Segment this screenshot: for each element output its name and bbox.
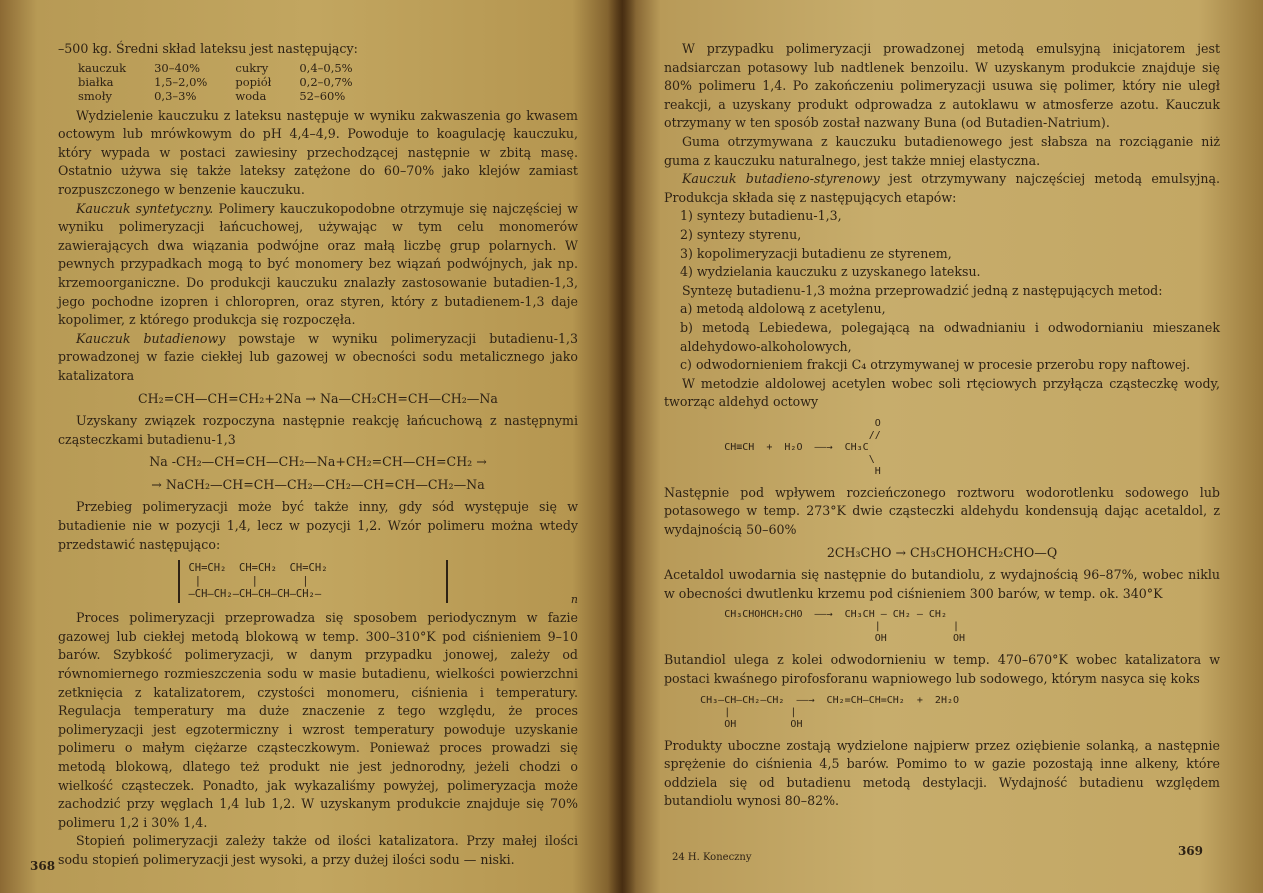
paragraph: Kauczuk syntetyczny. Polimery kauczukopodobne otrzymuje się najczęściej w wyniku polimeryzacji łańcuchowej, używając w tym celu monomerów zawierających dwa wiązania podwójne oraz małą liczbę grup polarnych. W pewnych przypadkach mogą to być monomery bez wiązań podwójnych, jak np. krzemoorganiczne. Do produkcji kauczuku znalazły zastosowanie butadien-1,3, jego pochodne izopren i chloropren, oraz styren, który z butadienem-1,3 daje kopolimer, z którego produkcja się rozpoczęła. <box>58 200 578 328</box>
list-item: 2) syntezy styrenu, <box>680 226 802 242</box>
printer-signature: 24 H. Koneczny <box>672 852 752 863</box>
paragraph: W przypadku polimeryzacji prowadzonej metodą emulsyjną inicjatorem jest nadsiarczan potasowy lub nadtlenek benzoilu. W uzyskanym produkcie znajduje się 80% polimeru 1,4. Po zakończeniu polimeryzacji usuwa się polimer, który nie uległ reakcji, a uzyskany produkt odprowadza z autoklawu w atmosferze azotu. Kauczuk otrzymany w ten sposób został nazwany Buna (od Butadien-Natrium). <box>664 41 1220 131</box>
polymer-formula <box>58 554 578 609</box>
left-text-column <box>58 40 578 870</box>
paragraph: Wydzielenie kauczuku z lateksu następuje w wyniku zakwaszenia go kwasem octowym lub mrówkowym do pH 4,4–4,9. Powoduje to koagulację kauczuku, który wypada w postaci zawiesiny przechodzącej następnie w zbitą masę. Ostatnio używa się także lateksy zatężone do 60–70% jako klejów zamiast rozpuszczonego w benzenie kauczuku. <box>58 107 578 197</box>
paragraph: Guma otrzymywana z kauczuku butadienowego jest słabsza na rozciąganie niż guma z kauczuku naturalnego, jest także mniej elastyczna. <box>664 133 1220 168</box>
polymer-structure: CH=CH₂ CH=CH₂ CH=CH₂ | | | —CH—CH₂—CH—CH—CH—CH₂— <box>178 560 448 603</box>
reaction-scheme: CH₃CHOHCH₂CHO ——→ CH₃CH — CH₂ — CH₂ | | OH OH <box>724 609 966 645</box>
right-text-column <box>664 40 1220 811</box>
equation: Na -CH₂—CH=CH—CH₂—Na+CH₂=CH—CH=CH₂ → <box>149 454 487 470</box>
list-item: 3) kopolimeryzacji butadienu ze styrenem, <box>680 245 952 261</box>
paragraph: Stopień polimeryzacji zależy także od ilości katalizatora. Przy małej ilości sodu stopień polimeryzacji jest wysoki, a przy dużej ilości sodu — niski. <box>58 833 578 867</box>
paragraph: Przebieg polimeryzacji może być także inny, gdy sód występuje się w butadienie nie w pozycji 1,4, lecz w pozycji 1,2. Wzór polimeru można wtedy przedstawić następująco: <box>58 499 578 552</box>
page-number: 368 <box>30 859 56 873</box>
term: Kauczuk butadienowy <box>76 330 226 346</box>
list-item: 4) wydzielania kauczuku z uzyskanego lateksu. <box>680 264 981 280</box>
table-row: smoły 0,3–3% woda 52–60% <box>78 88 346 103</box>
paragraph: Syntezę butadienu-1,3 można przeprowadzić jedną z następujących metod: <box>682 282 1163 298</box>
polymer-subscript: n <box>570 592 578 606</box>
production-steps <box>664 207 1220 281</box>
term: Kauczuk butadieno-styrenowy <box>682 171 880 187</box>
paragraph: W metodzie aldolowej acetylen wobec soli rtęciowych przyłącza cząsteczkę wody, tworząc aldehyd octowy <box>664 375 1220 410</box>
term: Kauczuk syntetyczny. <box>76 200 214 216</box>
reaction-scheme: O // CH≡CH + H₂O ——→ CH₃C \ H <box>724 417 881 477</box>
paragraph: Uzyskany związek rozpoczyna następnie reakcję łańcuchową z następnymi cząsteczkami butadienu-1,3 <box>58 413 578 447</box>
list-item: c) odwodornieniem frakcji C₄ otrzymywanej w procesie przerobu ropy naftowej. <box>680 357 1191 373</box>
list-item: a) metodą aldolową z acetylenu, <box>680 301 886 317</box>
table-row: białka 1,5–2,0% popiół 0,2–0,7% <box>78 74 353 89</box>
equation: → NaCH₂—CH=CH—CH₂—CH₂—CH=CH—CH₂—Na <box>151 476 485 492</box>
equation: CH₂=CH—CH=CH₂+2Na → Na—CH₂CH=CH—CH₂—Na <box>138 390 498 406</box>
paragraph: Butandiol ulega z kolei odwodornieniu w temp. 470–670°K wobec katalizatora w postaci kwaśnego pirofosforanu wapniowego lub sodowego, którym nasyca się koks <box>664 652 1220 687</box>
page-number: 369 <box>1177 844 1203 858</box>
table-row: kauczuk 30–40% cukry 0,4–0,5% <box>78 60 353 75</box>
paragraph: Następnie pod wpływem rozcieńczonego roztworu wodorotlenku sodowego lub potasowego w temp. 273°K dwie cząsteczki aldehydu kondensują dając acetaldol, z wydajnością 50–60% <box>664 484 1220 538</box>
paragraph: Kauczuk butadieno-styrenowy jest otrzymywany najczęściej metodą emulsyjną. Produkcja składa się z następujących etapów: <box>664 171 1220 205</box>
right-page <box>622 0 1263 893</box>
list-item: b) metodą Lebiedewa, polegającą na odwadnianiu i odwodornianiu mieszanek aldehydowo-alkoholowych, <box>680 319 1220 354</box>
book-gutter <box>608 0 636 893</box>
equation: 2CH₃CHO → CH₃CHOHCH₂CHO—Q <box>826 544 1058 560</box>
paragraph: Produkty uboczne zostają wydzielone najpierw przez oziębienie solanką, a następnie sprężenie do ciśnienia 4,5 barów. Pomimo to w gazie pozostają inne alkeny, które oddziela się od butadienu metodą destylacji. Wydajność butadienu względem butandiolu wynosi 80–82%. <box>664 737 1220 809</box>
paragraph: Acetaldol uwodarnia się następnie do butandiolu, z wydajnością 96–87%, wobec niklu w obecności dwutlenku krzemu pod ciśnieniem 300 barów, w temp. ok. 340°K <box>664 567 1220 601</box>
latex-composition-table <box>78 61 381 103</box>
list-item: 1) syntezy butadienu-1,3, <box>680 208 842 224</box>
left-page <box>0 0 622 893</box>
paragraph: Kauczuk butadienowy powstaje w wyniku polimeryzacji butadienu-1,3 prowadzonej w fazie ciekłej lub gazowej w obecności sodu metalicznego jako katalizatora <box>58 330 578 383</box>
synthesis-methods <box>664 300 1220 374</box>
reaction-scheme: CH₃—CH—CH₂—CH₂ ——→ CH₂=CH—CH=CH₂ + 2H₂O | | OH OH <box>700 694 960 730</box>
paragraph: Proces polimeryzacji przeprowadza się sposobem periodycznym w fazie gazowej lub ciekłej metodą blokową w temp. 300–310°K pod ciśnieniem 9–10 barów. Szybkość polimeryzacji, w danym przypadku jonowej, zależy od równomiernego rozmieszczenia sodu w masie butadienu, wielkości powierzchni zetknięcia z katalizatorem, czystości monomeru, ciśnienia i temperatury. Regulacja temperatury ma duże znaczenie z tego względu, że proces polimeryzacji jest egzotermiczny i wzrost temperatury powoduje uzyskanie polimeru o małym ciężarze cząsteczkowym. Ponieważ proces prowadzi się metodą blokową, dlatego też produkt nie jest jednorodny, jeżeli chodzi o wielkość cząsteczek. Ponadto, jak wykazaliśmy powyżej, polimeryzacja może zachodzić przy węglach 1,4 lub 1,2. W uzyskanym produkcie znajduje się 70% polimeru 1,2 i 30% 1,4. <box>58 610 578 830</box>
intro-line: –500 kg. Średni skład lateksu jest następujący: <box>58 41 358 56</box>
